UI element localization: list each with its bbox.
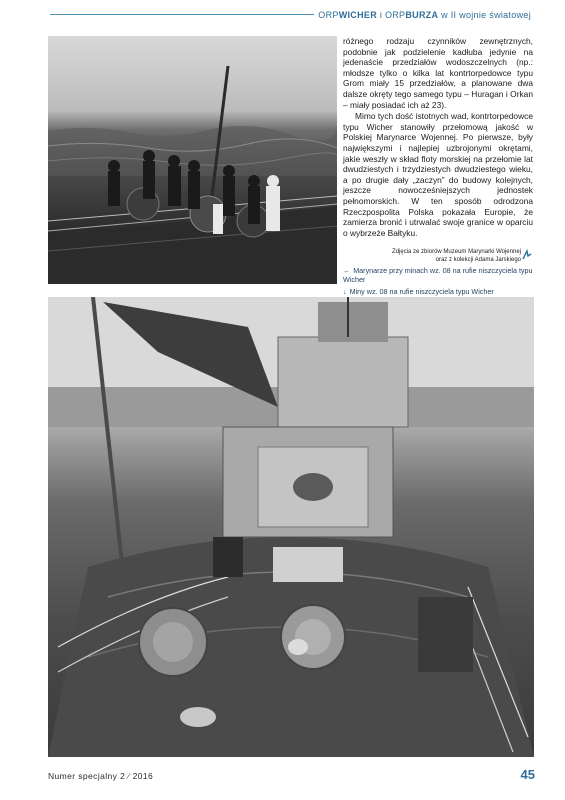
footer-issue [48, 771, 153, 781]
header-orp-2: ORP [384, 10, 406, 20]
footer-issue-text: Numer specjalny 2 [48, 771, 126, 781]
header-ship-2: BURZA [405, 10, 439, 20]
caption-photo-1 [343, 266, 533, 284]
header-orp-1: ORP [318, 10, 339, 20]
photo-sailors-at-mines [48, 36, 337, 284]
paragraph-2: Mimo tych dość istotnych wad, kontrtorpedowce typu Wicher stanowiły przełomową jakość w Polskiej Marynarce Wojennej. Po pierwsze, były największymi i najlepiej uzbrojonymi okrętami, jakie weszły w skład floty morskiej na przełomie lat dwudziestych i trzydziestych dwudziestego wieku, a po drugie dały „zaczyn” do budowy kolejnych, jeszcze nowocześniejszych jednostek pełnomorskich. W ten sposób odrodzona Rzeczpospolita Polska pokazała Europie, że zamierza bronić i utrwalać swoje granice w oparciu o wybrzeże Bałtyku. [343, 111, 533, 238]
header-rest: w II wojnie światowej [441, 10, 531, 20]
caption-photo-2 [343, 287, 533, 296]
caption-2-text: Miny wz. 08 na rufie niszczyciela typu Wicher [349, 287, 494, 296]
page-number: 45 [520, 767, 535, 782]
paragraph-1: różnego rodzaju czynników zewnętrznych, podobnie jak podzielenie kadłuba jedynie na jedenaście przedziałów wodoszczelnych (np.: młodsze tylko o kilka lat kontrtorpedowce typu Grom miały 15 przedziałów, a planowane dwa dalsze okręty tego samego typu – Huragan i Orkan – miały posiadać ich aż 23). [343, 36, 533, 110]
header-sep: i [379, 10, 383, 20]
credit-line-2: oraz z kolekcji Adama Jarskiego [435, 256, 521, 263]
caption-left-arrow-icon: ← [343, 266, 351, 275]
photo-credit [343, 249, 521, 264]
caption-1-text: Marynarze przy minach wz. 08 na rufie niszczyciela typu Wicher [343, 266, 533, 284]
header-ship-1: WICHER [338, 10, 377, 20]
credit-line-1: Zdjęcia ze zbiorów Muzeum Marynarki Wojennej [392, 249, 521, 255]
footer-logo-icon: ⁄ [127, 771, 130, 781]
photo-sailors-illustration [48, 36, 337, 284]
signature-logo-icon [521, 249, 533, 261]
photo-stern-illustration [48, 297, 534, 757]
footer-year: 2016 [132, 771, 154, 781]
photo-mines-on-stern [48, 297, 534, 757]
article-text [343, 36, 533, 238]
running-header [314, 8, 535, 22]
caption-down-arrow-icon: ↓ [343, 287, 347, 296]
